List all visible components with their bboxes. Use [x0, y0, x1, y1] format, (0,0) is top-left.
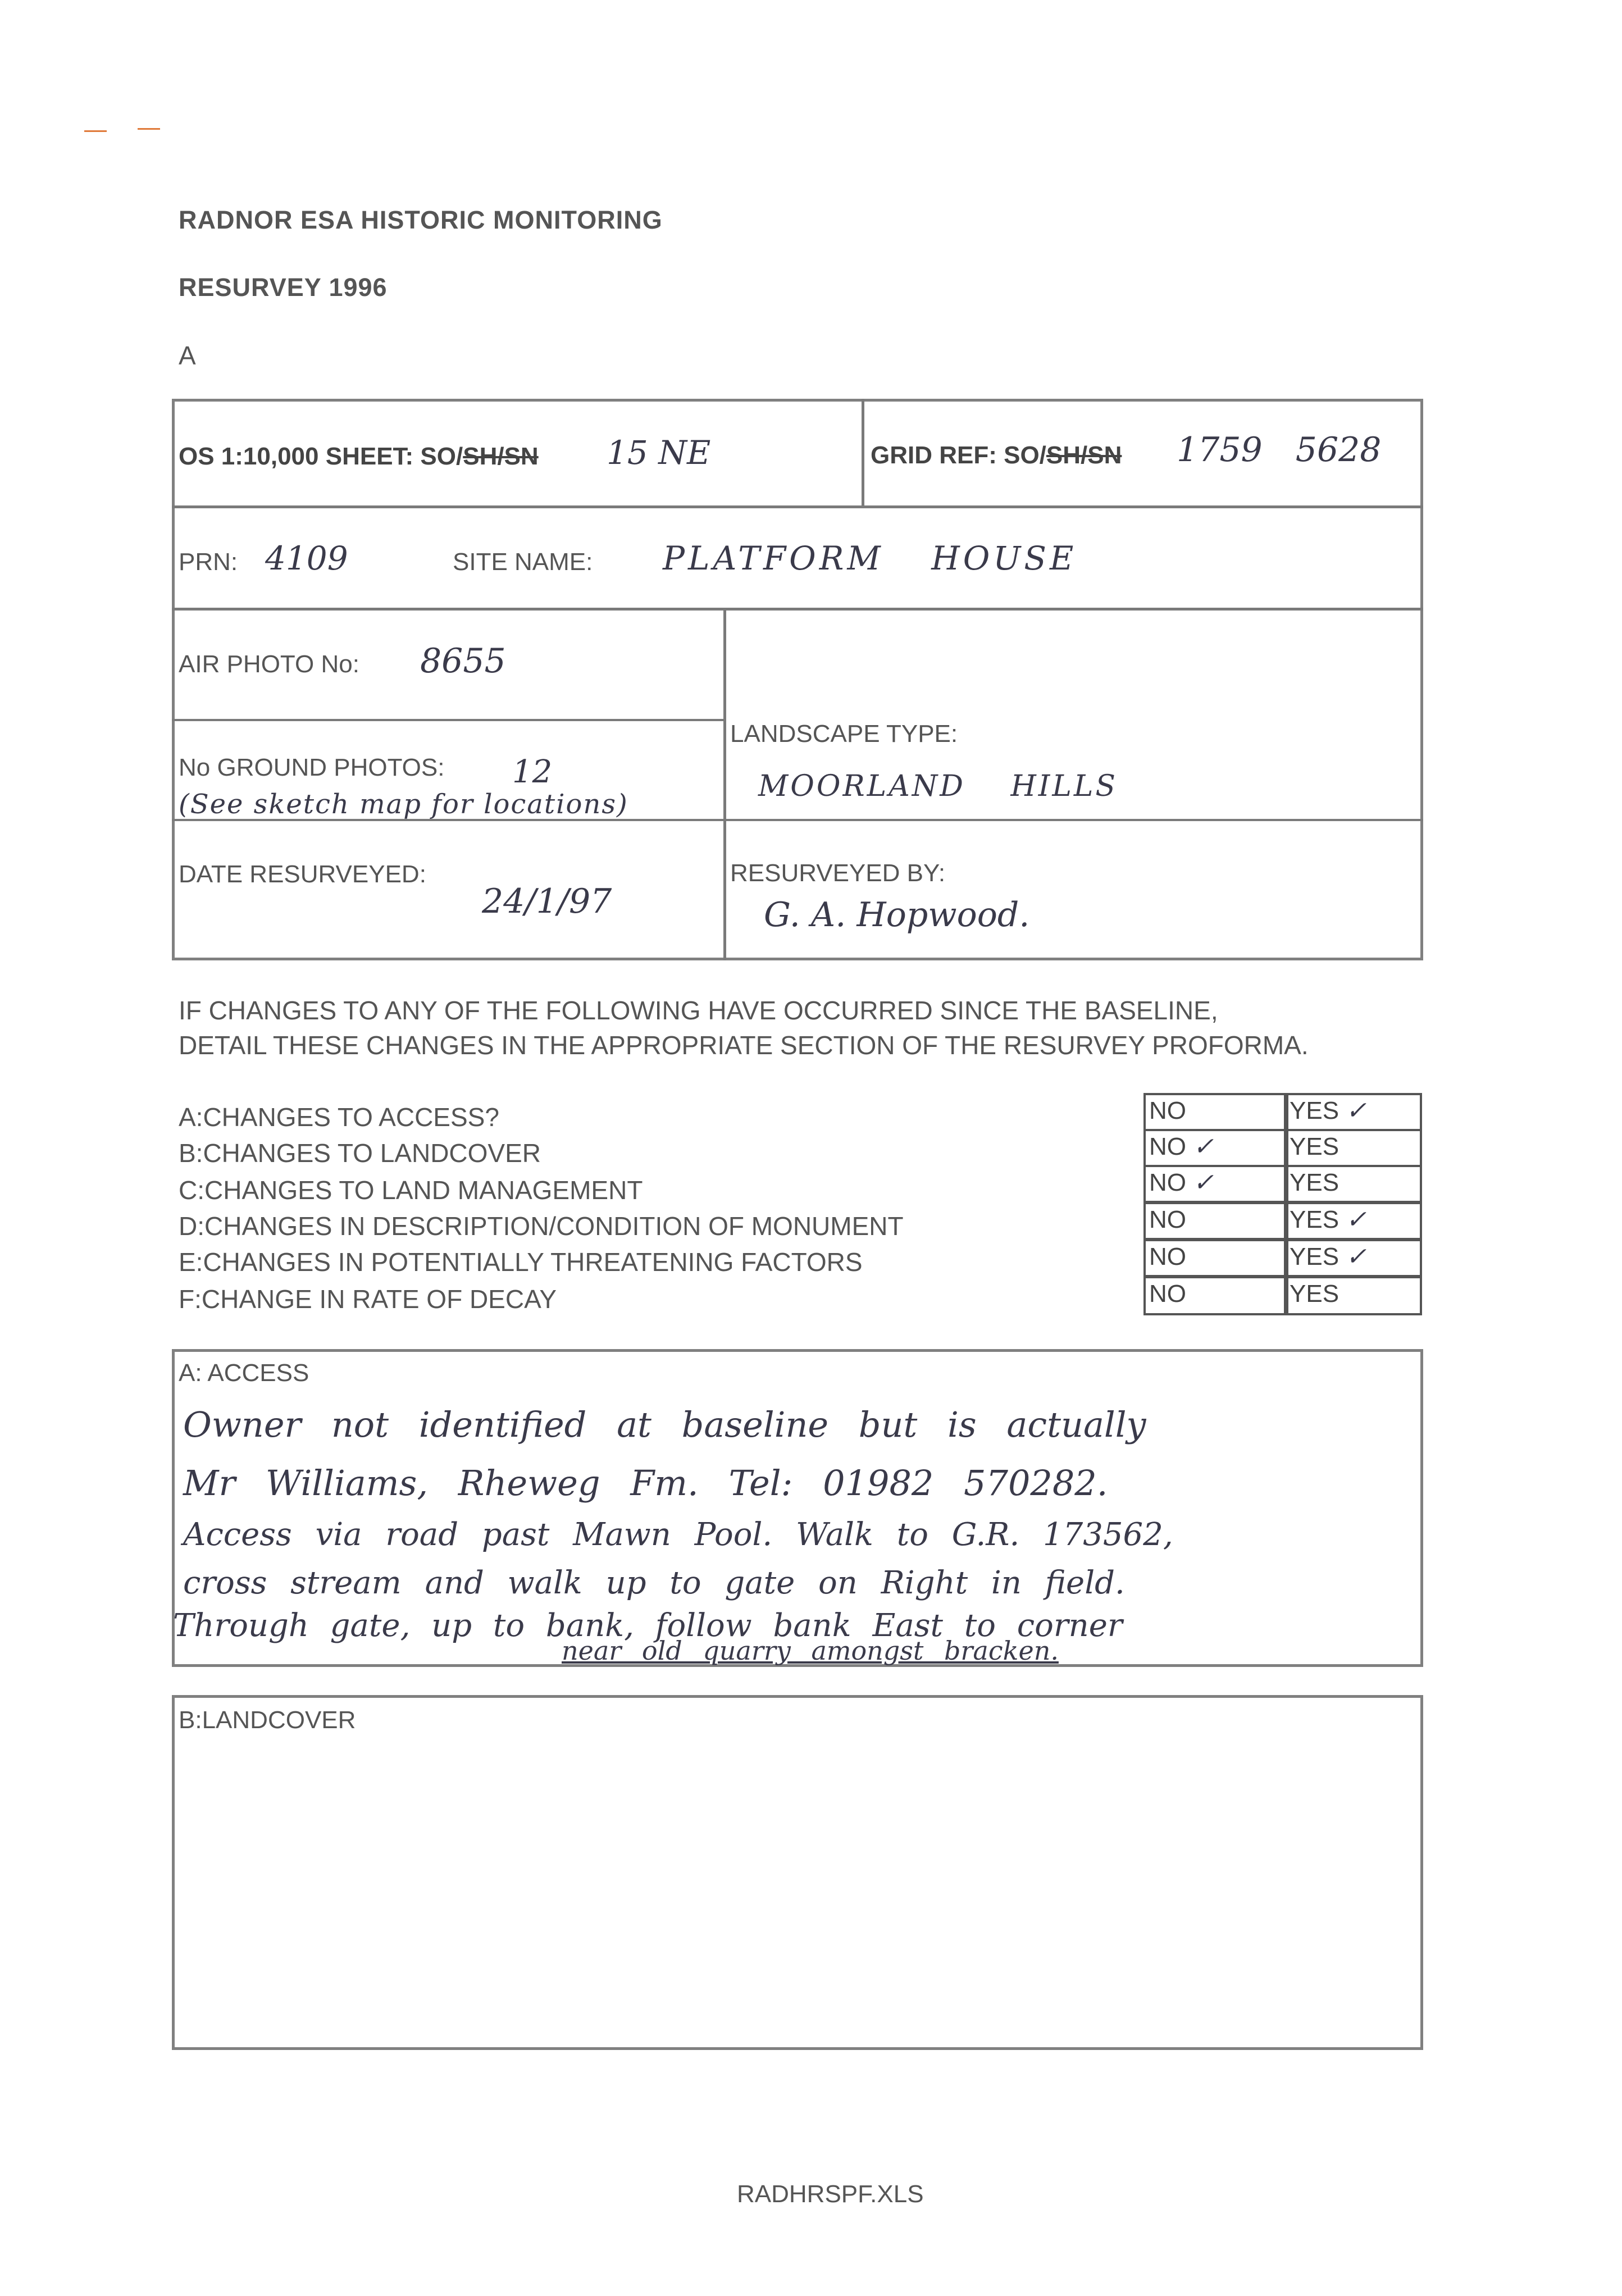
prn-label: PRN:: [179, 548, 238, 576]
stray-mark: [84, 130, 107, 132]
ground-photos-label: No GROUND PHOTOS:: [179, 754, 445, 781]
date-resurveyed-value: 24/1/97: [482, 882, 612, 921]
date-resurveyed-label: DATE RESURVEYED:: [179, 860, 426, 888]
no-cell-landcover: NO ✓: [1143, 1129, 1288, 1167]
os-sheet-label: OS 1:10,000 SHEET: SO/: [179, 443, 463, 470]
air-photo-label: AIR PHOTO No:: [179, 650, 359, 678]
instructions-line-1: IF CHANGES TO ANY OF THE FOLLOWING HAVE OCCURRED SINCE THE BASELINE,: [179, 996, 1218, 1025]
footer-filename: RADHRSPF.XLS: [737, 2180, 924, 2208]
resurveyed-by-label: RESURVEYED BY:: [730, 859, 946, 887]
stray-mark: [138, 128, 160, 130]
os-sheet-struck: SH/SN: [463, 443, 539, 470]
access-note-line: Owner not identified at baseline but is actually: [183, 1404, 1146, 1445]
access-note-line: cross stream and walk up to gate on Right in field.: [183, 1565, 1125, 1601]
no-cell-access: NO: [1143, 1093, 1288, 1131]
change-question-monument-condition: D:CHANGES IN DESCRIPTION/CONDITION OF MONUMENT: [179, 1211, 904, 1241]
grid-ref-label: GRID REF: SO/: [871, 441, 1046, 469]
ground-photos-value: 12: [512, 754, 553, 790]
access-note-line: Access via road past Mawn Pool. Walk to G.R. 173562,: [183, 1516, 1173, 1553]
landcover-section-label: B:LANDCOVER: [179, 1706, 356, 1734]
access-note-line: Through gate, up to bank, follow bank East to corner: [173, 1607, 1123, 1644]
access-section-label: A: ACCESS: [179, 1359, 309, 1387]
change-question-threatening-factors: E:CHANGES IN POTENTIALLY THREATENING FACTORS: [179, 1247, 863, 1277]
os-sheet-field: [179, 443, 539, 471]
change-question-landcover: B:CHANGES TO LANDCOVER: [179, 1138, 541, 1168]
yes-cell-threatening-factors: YES ✓: [1284, 1239, 1422, 1277]
change-question-access: A:CHANGES TO ACCESS?: [179, 1103, 499, 1132]
air-photo-value: 8655: [420, 641, 506, 681]
document-subtitle: RESURVEY 1996: [179, 273, 388, 302]
yes-cell-access: YES ✓: [1284, 1093, 1422, 1131]
instructions-line-2: DETAIL THESE CHANGES IN THE APPROPRIATE SECTION OF THE RESURVEY PROFORMA.: [179, 1031, 1309, 1060]
document-title: RADNOR ESA HISTORIC MONITORING: [179, 206, 663, 234]
yes-cell-land-management: YES: [1284, 1165, 1422, 1203]
yes-cell-landcover: YES: [1284, 1129, 1422, 1167]
landscape-type-value: MOORLAND HILLS: [758, 769, 1118, 803]
no-cell-land-management: NO ✓: [1143, 1165, 1288, 1203]
no-cell-rate-of-decay: NO: [1143, 1276, 1288, 1315]
change-question-land-management: C:CHANGES TO LAND MANAGEMENT: [179, 1176, 643, 1205]
grid-ref-struck: SH/SN: [1046, 441, 1122, 469]
access-note-line: Mr Williams, Rheweg Fm. Tel: 01982 570282.: [183, 1463, 1108, 1504]
yes-cell-rate-of-decay: YES: [1284, 1276, 1422, 1315]
yes-no-grid: [1143, 1093, 1422, 1315]
section-letter: A: [179, 341, 196, 370]
site-name-label: SITE NAME:: [453, 548, 593, 576]
no-cell-monument-condition: NO: [1143, 1202, 1288, 1240]
prn-value: 4109: [265, 539, 348, 577]
grid-ref-field: [871, 441, 1122, 470]
resurveyed-by-value: G. A. Hopwood.: [764, 895, 1030, 935]
yes-cell-monument-condition: YES ✓: [1284, 1202, 1422, 1240]
grid-ref-value: 1759 5628: [1177, 430, 1382, 470]
change-question-rate-of-decay: F:CHANGE IN RATE OF DECAY: [179, 1284, 557, 1314]
landscape-type-label: LANDSCAPE TYPE:: [730, 720, 958, 748]
access-note-line: near old quarry amongst bracken.: [562, 1636, 1059, 1666]
os-sheet-value: 15 NE: [607, 434, 711, 472]
no-cell-threatening-factors: NO: [1143, 1239, 1288, 1277]
ground-photos-note: (See sketch map for locations): [179, 789, 628, 820]
site-name-value: PLATFORM HOUSE: [663, 539, 1077, 577]
landcover-section: [172, 1695, 1423, 2050]
